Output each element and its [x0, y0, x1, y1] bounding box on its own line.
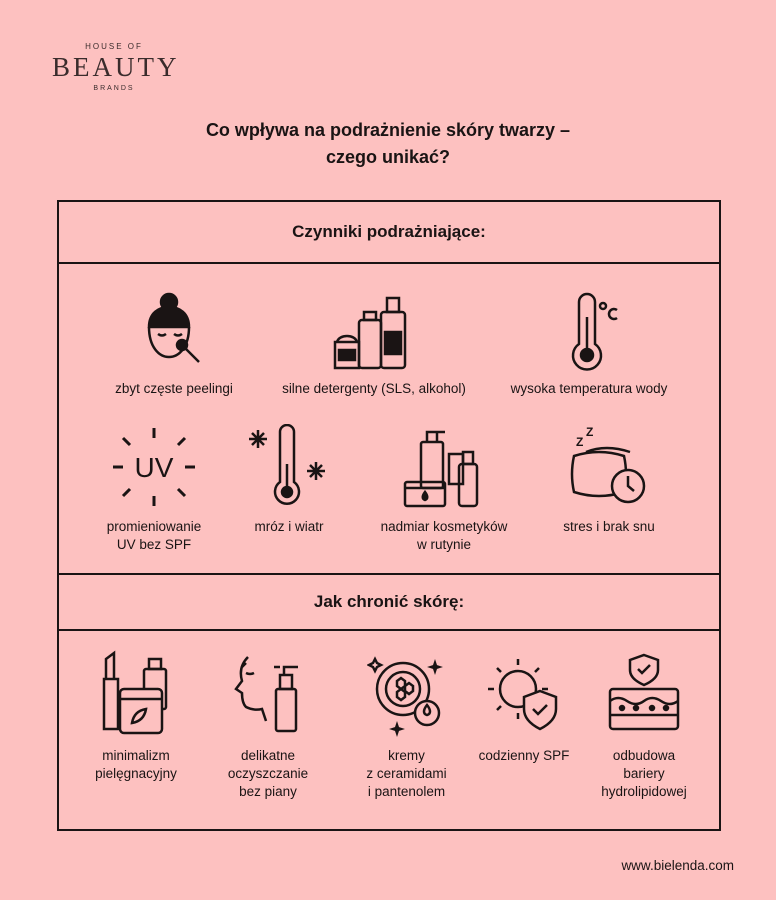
- item-gentle-cleansing: [209, 649, 327, 801]
- cosmetics-excess-icon: [399, 424, 489, 510]
- item-label: zbyt częste peelingi: [115, 381, 233, 396]
- website-link[interactable]: www.bielenda.com: [621, 858, 734, 873]
- item-label: nadmiar kosmetyków w rutynie: [380, 519, 508, 552]
- sun-shield-icon: [484, 649, 564, 739]
- ceramide-cream-icon: [367, 649, 447, 739]
- svg-text:Z: Z: [576, 435, 584, 449]
- item-label: codzienny SPF: [478, 748, 570, 763]
- item-stress-sleep: [539, 424, 679, 536]
- item-label: silne detergenty (SLS, alkohol): [282, 381, 466, 396]
- thermometer-hot-icon: [549, 292, 629, 372]
- item-label: odbudowa bariery hydrolipidowej: [601, 748, 687, 799]
- divider: [59, 629, 719, 631]
- item-minimalism: [76, 649, 196, 783]
- minimal-cosmetics-icon: [96, 649, 176, 739]
- title-line-2: czego unikać?: [325, 147, 451, 167]
- item-label: minimalizm pielęgnacyjny: [95, 748, 177, 781]
- item-detergents: [264, 292, 484, 398]
- skin-barrier-icon: [604, 649, 684, 739]
- section-heading-protection: Jak chronić skórę:: [313, 592, 465, 611]
- svg-text:UV: UV: [134, 452, 174, 483]
- item-uv: [79, 424, 229, 554]
- item-label: kremy z ceramidami i pantenolem: [366, 748, 447, 799]
- uv-sun-icon: [109, 424, 199, 510]
- title-line-1: Co wpływa na podrażnienie skóry twarzy –: [205, 120, 571, 140]
- item-label: stres i brak snu: [563, 519, 655, 534]
- logo-bottom: BRANDS: [93, 85, 135, 92]
- thermometer-snow-icon: [244, 424, 334, 510]
- item-frost: [229, 424, 349, 536]
- logo-main: BEAUTY: [52, 52, 180, 82]
- pillow-clock-icon: [564, 424, 654, 510]
- item-ceramide-creams: [349, 649, 464, 801]
- item-label: promieniowanie UV bez SPF: [106, 519, 202, 552]
- logo-top: HOUSE OF: [85, 42, 143, 51]
- divider: [59, 262, 719, 264]
- face-peeling-icon: [134, 292, 214, 372]
- page-title: [100, 117, 676, 171]
- item-barrier-repair: [584, 649, 704, 801]
- divider: [59, 573, 719, 575]
- item-peeling: [89, 292, 259, 398]
- face-cleanser-icon: [228, 649, 308, 739]
- item-label: wysoka temperatura wody: [510, 381, 668, 396]
- item-label: mróz i wiatr: [254, 519, 324, 534]
- item-hot-water: [489, 292, 689, 398]
- svg-text:Z: Z: [586, 425, 594, 439]
- detergent-bottles-icon: [329, 292, 419, 372]
- content-box: [57, 200, 721, 831]
- section-heading-irritants: Czynniki podrażniające:: [292, 222, 486, 241]
- item-too-many-cosmetics: [359, 424, 529, 554]
- item-daily-spf: [464, 649, 584, 765]
- item-label: delikatne oczyszczanie bez piany: [227, 748, 309, 799]
